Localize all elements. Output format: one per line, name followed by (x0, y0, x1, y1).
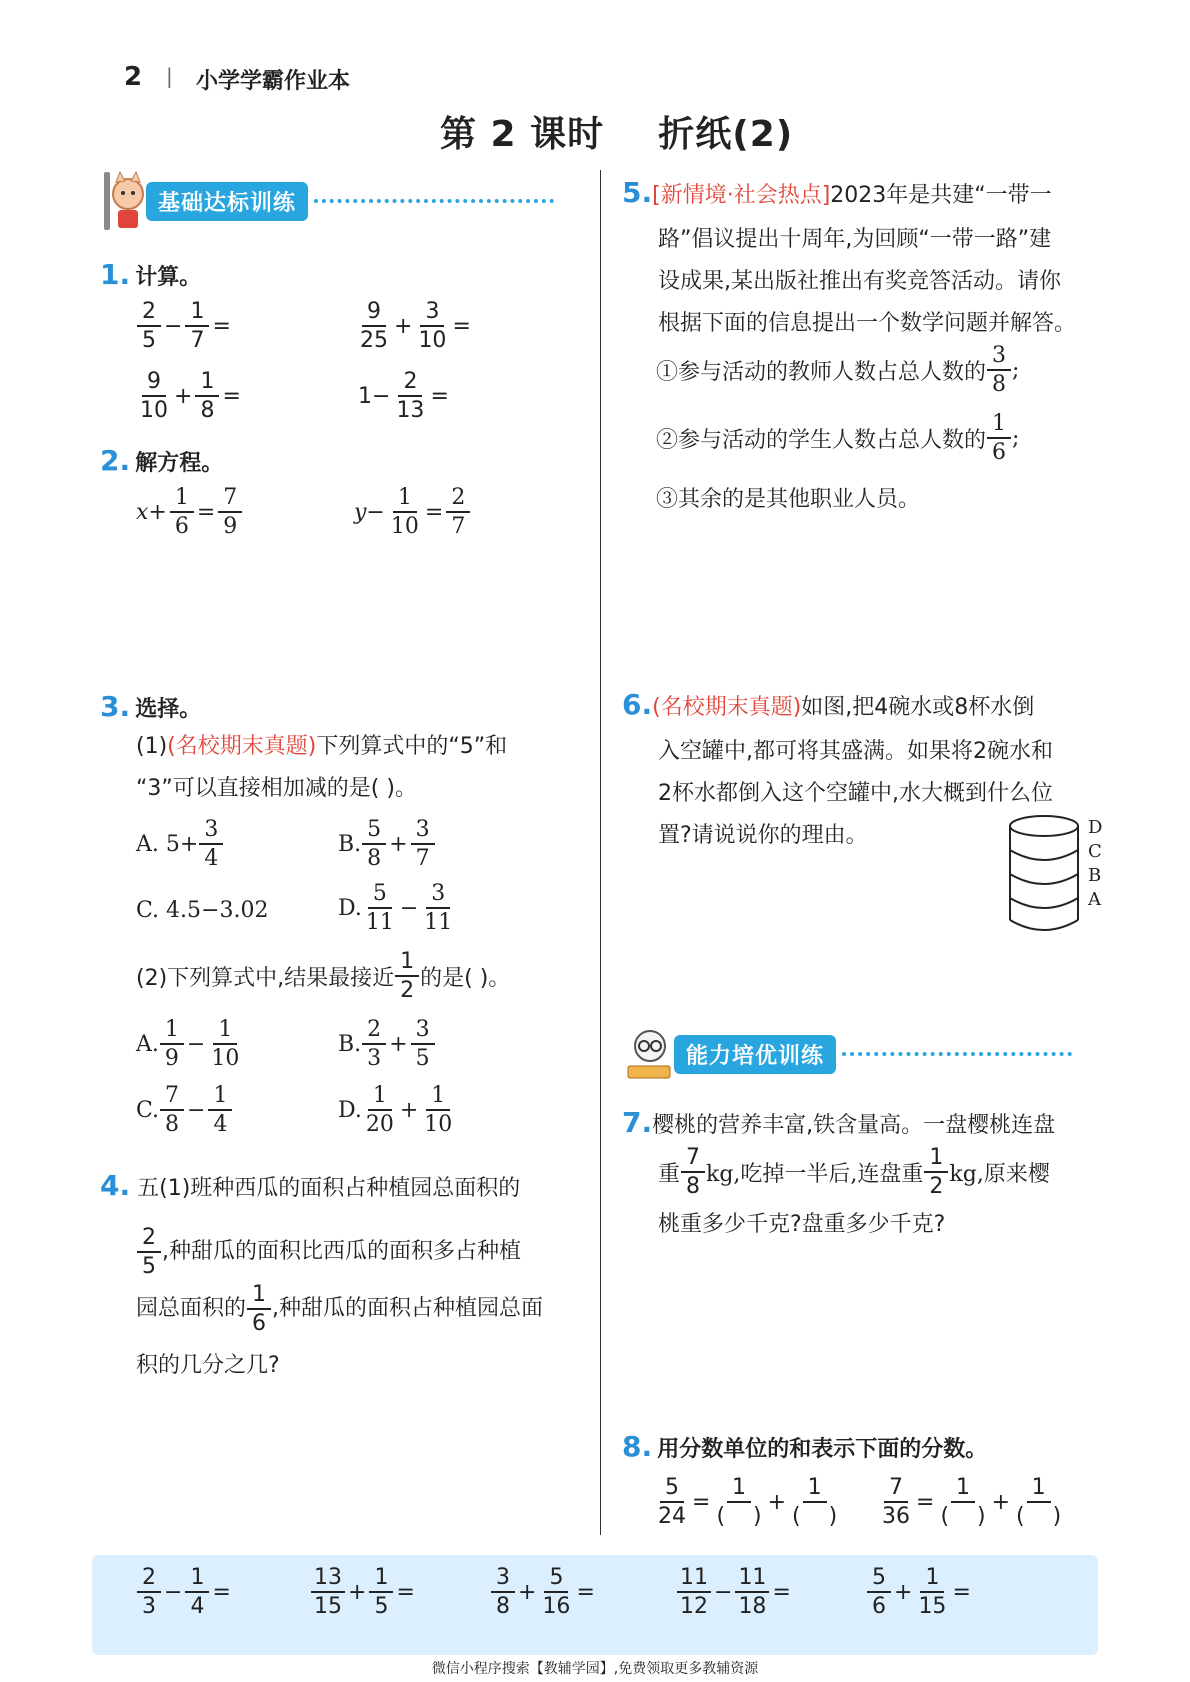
source-tag: (名校期末真题) (167, 734, 317, 759)
column-divider (600, 170, 601, 1535)
banner-dots (314, 199, 554, 203)
q3-option-c: C. 4.5−3.02 (136, 898, 269, 923)
q3-part-2: (2)下列算式中,结果最接近 $\frac{1}{2}$ 的是( )。 (136, 949, 511, 1004)
q5-info-2: ②参与活动的学生人数占总人数的 $\frac{1}{6}$ ; (656, 411, 1020, 466)
header-separator: | (166, 64, 173, 88)
question-6: 6.(名校期末真题)如图,把4碗水或8杯水倒 入空罐中,都可将其盛满。如果将2碗水和 2杯水都倒入这个空罐中,水大概到什么位 置?请说说你的理由。 (622, 688, 1053, 848)
section-title-basic: 基础达标训练 (146, 182, 308, 221)
q1-item-3: $\frac{9}{10}$ + $\frac{1}{8}$ = (140, 369, 241, 424)
question-number: 1. (100, 258, 131, 291)
source-tag: (名校期末真题) (652, 695, 802, 720)
q3-p2-option-d: D. $\frac{1}{20}$ + $\frac{1}{10}$ (338, 1083, 453, 1138)
q2-equation-2: y− $\frac{1}{10}$ = $\frac{2}{7}$ (352, 486, 471, 538)
question-4: 4. 五(1)班种西瓜的面积占种植园总面积的 $\frac{2}{5}$ ,种甜瓜的面积比西瓜的面积多占种植 园总面积的 $\frac{1}{6}$ ,种甜瓜的面积占种植园总面 积的几分之几? (100, 1169, 544, 1379)
q3-part-1: (1)(名校期末真题)下列算式中的“5”和 “3”可以直接相加减的是( )。 (136, 734, 508, 801)
question-7: 7.樱桃的营养丰富,铁含量高。一盘樱桃连盘 (622, 1106, 1056, 1139)
lesson-title: 第 2 课时 折纸(2) (440, 114, 794, 155)
cylinder-marks: D C B A (1088, 817, 1103, 910)
question-5: 5.[新情境·社会热点]2023年是共建“一带一 路”倡议提出十周年,为回顾“一带一路”建 设成果,某出版社推出有奖竞答活动。请你 根据下面的信息提出一个数学问题并解答。 (622, 176, 1077, 336)
band-item-1: $\frac{2}{3}$ − $\frac{1}{4}$ = (136, 1566, 233, 1618)
q3-option-d: D. $\frac{5}{11}$ − $\frac{3}{11}$ (338, 881, 453, 936)
question-label: 计算。 (135, 265, 202, 290)
q3-option-b: B. $\frac{5}{8}$ + $\frac{3}{7}$ (338, 818, 436, 870)
q5-info-1: ①参与活动的教师人数占总人数的 $\frac{3}{8}$ ; (656, 343, 1020, 398)
q3-p2-option-a: A. $\frac{1}{9}$ − $\frac{1}{10}$ (136, 1017, 240, 1072)
q5-info-3: ③其余的是其他职业人员。 (656, 487, 921, 512)
q8-item-1: $\frac{5}{24}$ = $\frac{1}{( )}$ + $\frac{1}{( )}$ (658, 1475, 838, 1530)
banner-dots (842, 1052, 1072, 1056)
q2-equation-1: x+ $\frac{1}{6}$ = $\frac{7}{9}$ (134, 486, 243, 538)
question-number: 6. (622, 688, 653, 721)
footer-note: 微信小程序搜索【教辅学园】,免费领取更多教辅资源 (431, 1661, 759, 1677)
question-label: 选择。 (135, 697, 202, 722)
q7-line-3: 桃重多少千克?盘重多少千克? (658, 1212, 946, 1237)
question-number: 3. (100, 690, 131, 723)
question-label: 用分数单位的和表示下面的分数。 (657, 1437, 988, 1462)
section-title-advanced: 能力培优训练 (674, 1035, 836, 1074)
band-item-3: $\frac{3}{8}$ + $\frac{5}{16}$ = (490, 1566, 597, 1618)
source-tag: [新情境·社会热点] (652, 183, 831, 208)
band-item-4: $\frac{11}{12}$ − $\frac{11}{18}$ = (676, 1566, 793, 1618)
question-number: 7. (622, 1106, 653, 1139)
q1-item-1: $\frac{2}{5}$ − $\frac{1}{7}$ = (136, 300, 233, 352)
question-2 (100, 444, 223, 477)
question-8 (622, 1430, 987, 1463)
question-3 (100, 690, 201, 723)
question-number: 2. (100, 444, 131, 477)
section-banner-advanced (624, 1026, 1094, 1082)
page-number: 2 (124, 62, 143, 92)
cylinder-can-diagram (1006, 812, 1086, 934)
question-1 (100, 258, 201, 291)
book-title: 小学学霸作业本 (196, 69, 351, 94)
question-number: 8. (622, 1430, 653, 1463)
q8-item-2: $\frac{7}{36}$ = $\frac{1}{( )}$ + $\frac{1}{( )}$ (882, 1475, 1062, 1530)
q1-item-4: 1− $\frac{2}{13}$ = (358, 369, 449, 424)
question-label: 解方程。 (135, 451, 224, 476)
q7-line-2: 重 $\frac{7}{8}$ kg,吃掉一半后,连盘重 $\frac{1}{2}$ kg,原来樱 (658, 1145, 1050, 1200)
q3-p2-option-c: C. $\frac{7}{8}$ − $\frac{1}{4}$ (136, 1084, 233, 1136)
section-banner-basic (100, 168, 580, 234)
reading-dog-icon (624, 1026, 674, 1082)
band-item-2: $\frac{13}{15}$ + $\frac{1}{5}$ = (310, 1566, 417, 1618)
q3-p2-option-b: B. $\frac{2}{3}$ + $\frac{3}{5}$ (338, 1018, 436, 1070)
cat-pencil-icon (100, 168, 146, 234)
q3-option-a: A. 5+ $\frac{3}{4}$ (136, 818, 224, 870)
question-number: 4. (100, 1169, 131, 1202)
question-number: 5. (622, 176, 653, 209)
band-item-5: $\frac{5}{6}$ + $\frac{1}{15}$ = (866, 1566, 973, 1618)
q1-item-2: $\frac{9}{25}$ + $\frac{3}{10}$ = (360, 299, 471, 354)
